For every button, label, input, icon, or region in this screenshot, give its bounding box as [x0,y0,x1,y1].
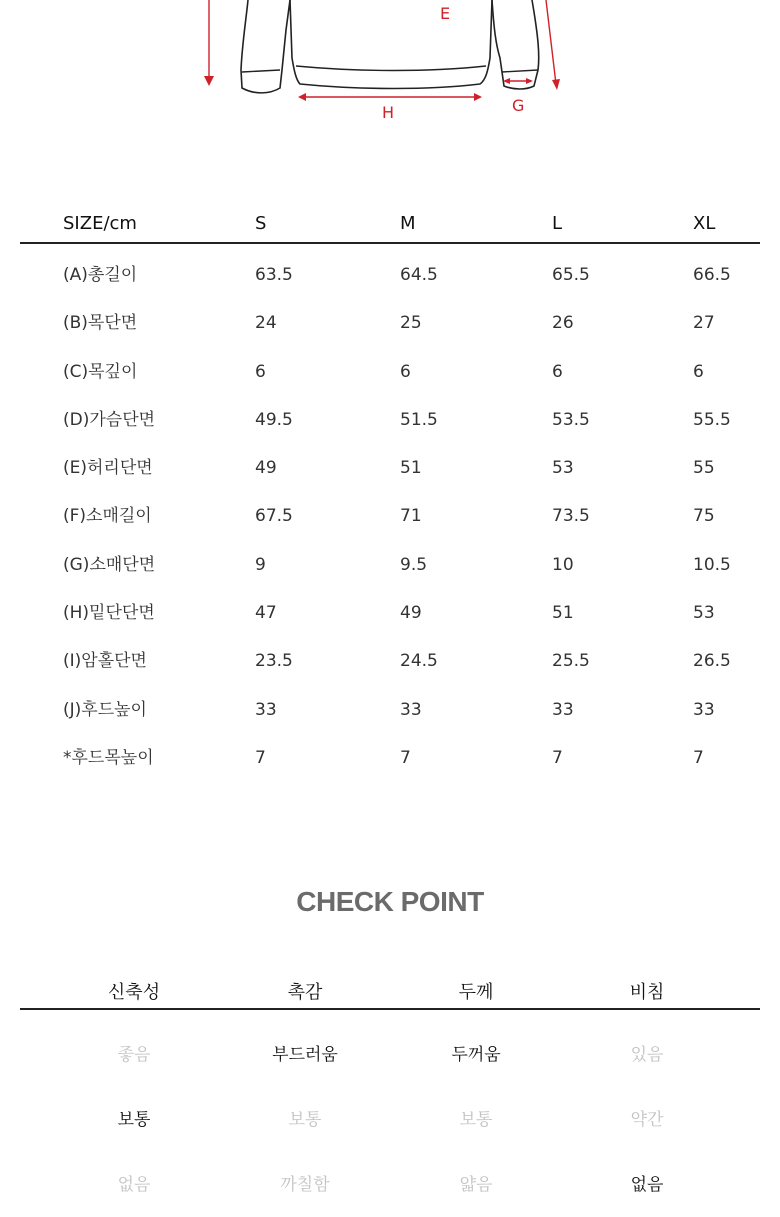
row-label: (E)허리단면 [63,458,153,479]
size-table-body [20,244,760,775]
check-option: 있음 [630,1045,664,1065]
check-option-selected: 없음 [630,1175,664,1195]
check-point-row [20,1075,760,1140]
dimension-label-g: G [512,96,525,115]
check-point-body [20,1010,760,1205]
header-stretch: 신축성 [107,982,161,1003]
row-label: (I)암홀단면 [63,651,147,672]
table-row: (J)후드높이 33 33 33 33 [63,699,715,720]
row-label: (C)목깊이 [63,361,138,382]
size-table [20,205,760,775]
row-label: (J)후드높이 [63,699,147,720]
check-option: 약간 [630,1110,664,1130]
table-row: (H)밑단단면 47 49 51 53 [63,603,715,624]
row-label: (H)밑단단면 [63,603,155,624]
row-label: (F)소매길이 [63,506,152,527]
table-row: (C)목깊이 6 6 6 6 [63,361,704,382]
header-size-unit: SIZE/cm [63,213,137,234]
check-option: 좋음 [117,1045,151,1065]
check-point-title: CHECK POINT [296,886,484,917]
table-row: (B)목단면 24 25 26 27 [63,313,715,334]
table-row: (A)총길이 63.5 64.5 65.5 66.5 [63,265,731,285]
check-point-table [20,970,760,1205]
check-point-header [20,970,760,1010]
row-label: (G)소매단면 [63,554,156,575]
row-label: (A)총길이 [63,265,138,285]
table-row: (I)암홀단면 23.5 24.5 25.5 26.5 [63,651,731,672]
garment-diagram [0,0,780,130]
row-label: (B)목단면 [63,313,138,334]
dimension-label-h: H [382,103,395,122]
check-point-row [20,1140,760,1205]
check-option: 없음 [117,1175,151,1195]
row-label: *후드목높이 [63,747,154,768]
table-row: (G)소매단면 9 9.5 10 10.5 [63,554,731,575]
table-row: (E)허리단면 49 51 53 55 [63,458,715,479]
size-table-header: SIZE/cm S M L XL [20,205,760,244]
check-option-selected: 부드러움 [272,1045,338,1065]
table-row: *후드목높이 7 7 7 7 [63,747,704,768]
check-option: 까칠함 [280,1175,330,1195]
check-option: 보통 [459,1110,493,1130]
header-see-through: 비침 [629,982,665,1003]
table-row: (F)소매길이 67.5 71 73.5 75 [63,506,715,527]
check-point-row [20,1010,760,1075]
check-option: 얇음 [459,1175,493,1195]
header-touch: 촉감 [287,982,323,1003]
header-thickness: 두께 [458,982,494,1003]
check-option: 보통 [288,1110,322,1130]
dimension-label-e: E [440,4,451,23]
check-option-selected: 보통 [117,1110,151,1130]
table-row: (D)가슴단면 49.5 51.5 53.5 55.5 [63,409,731,430]
row-label: (D)가슴단면 [63,409,156,430]
check-option-selected: 두꺼움 [451,1045,501,1065]
